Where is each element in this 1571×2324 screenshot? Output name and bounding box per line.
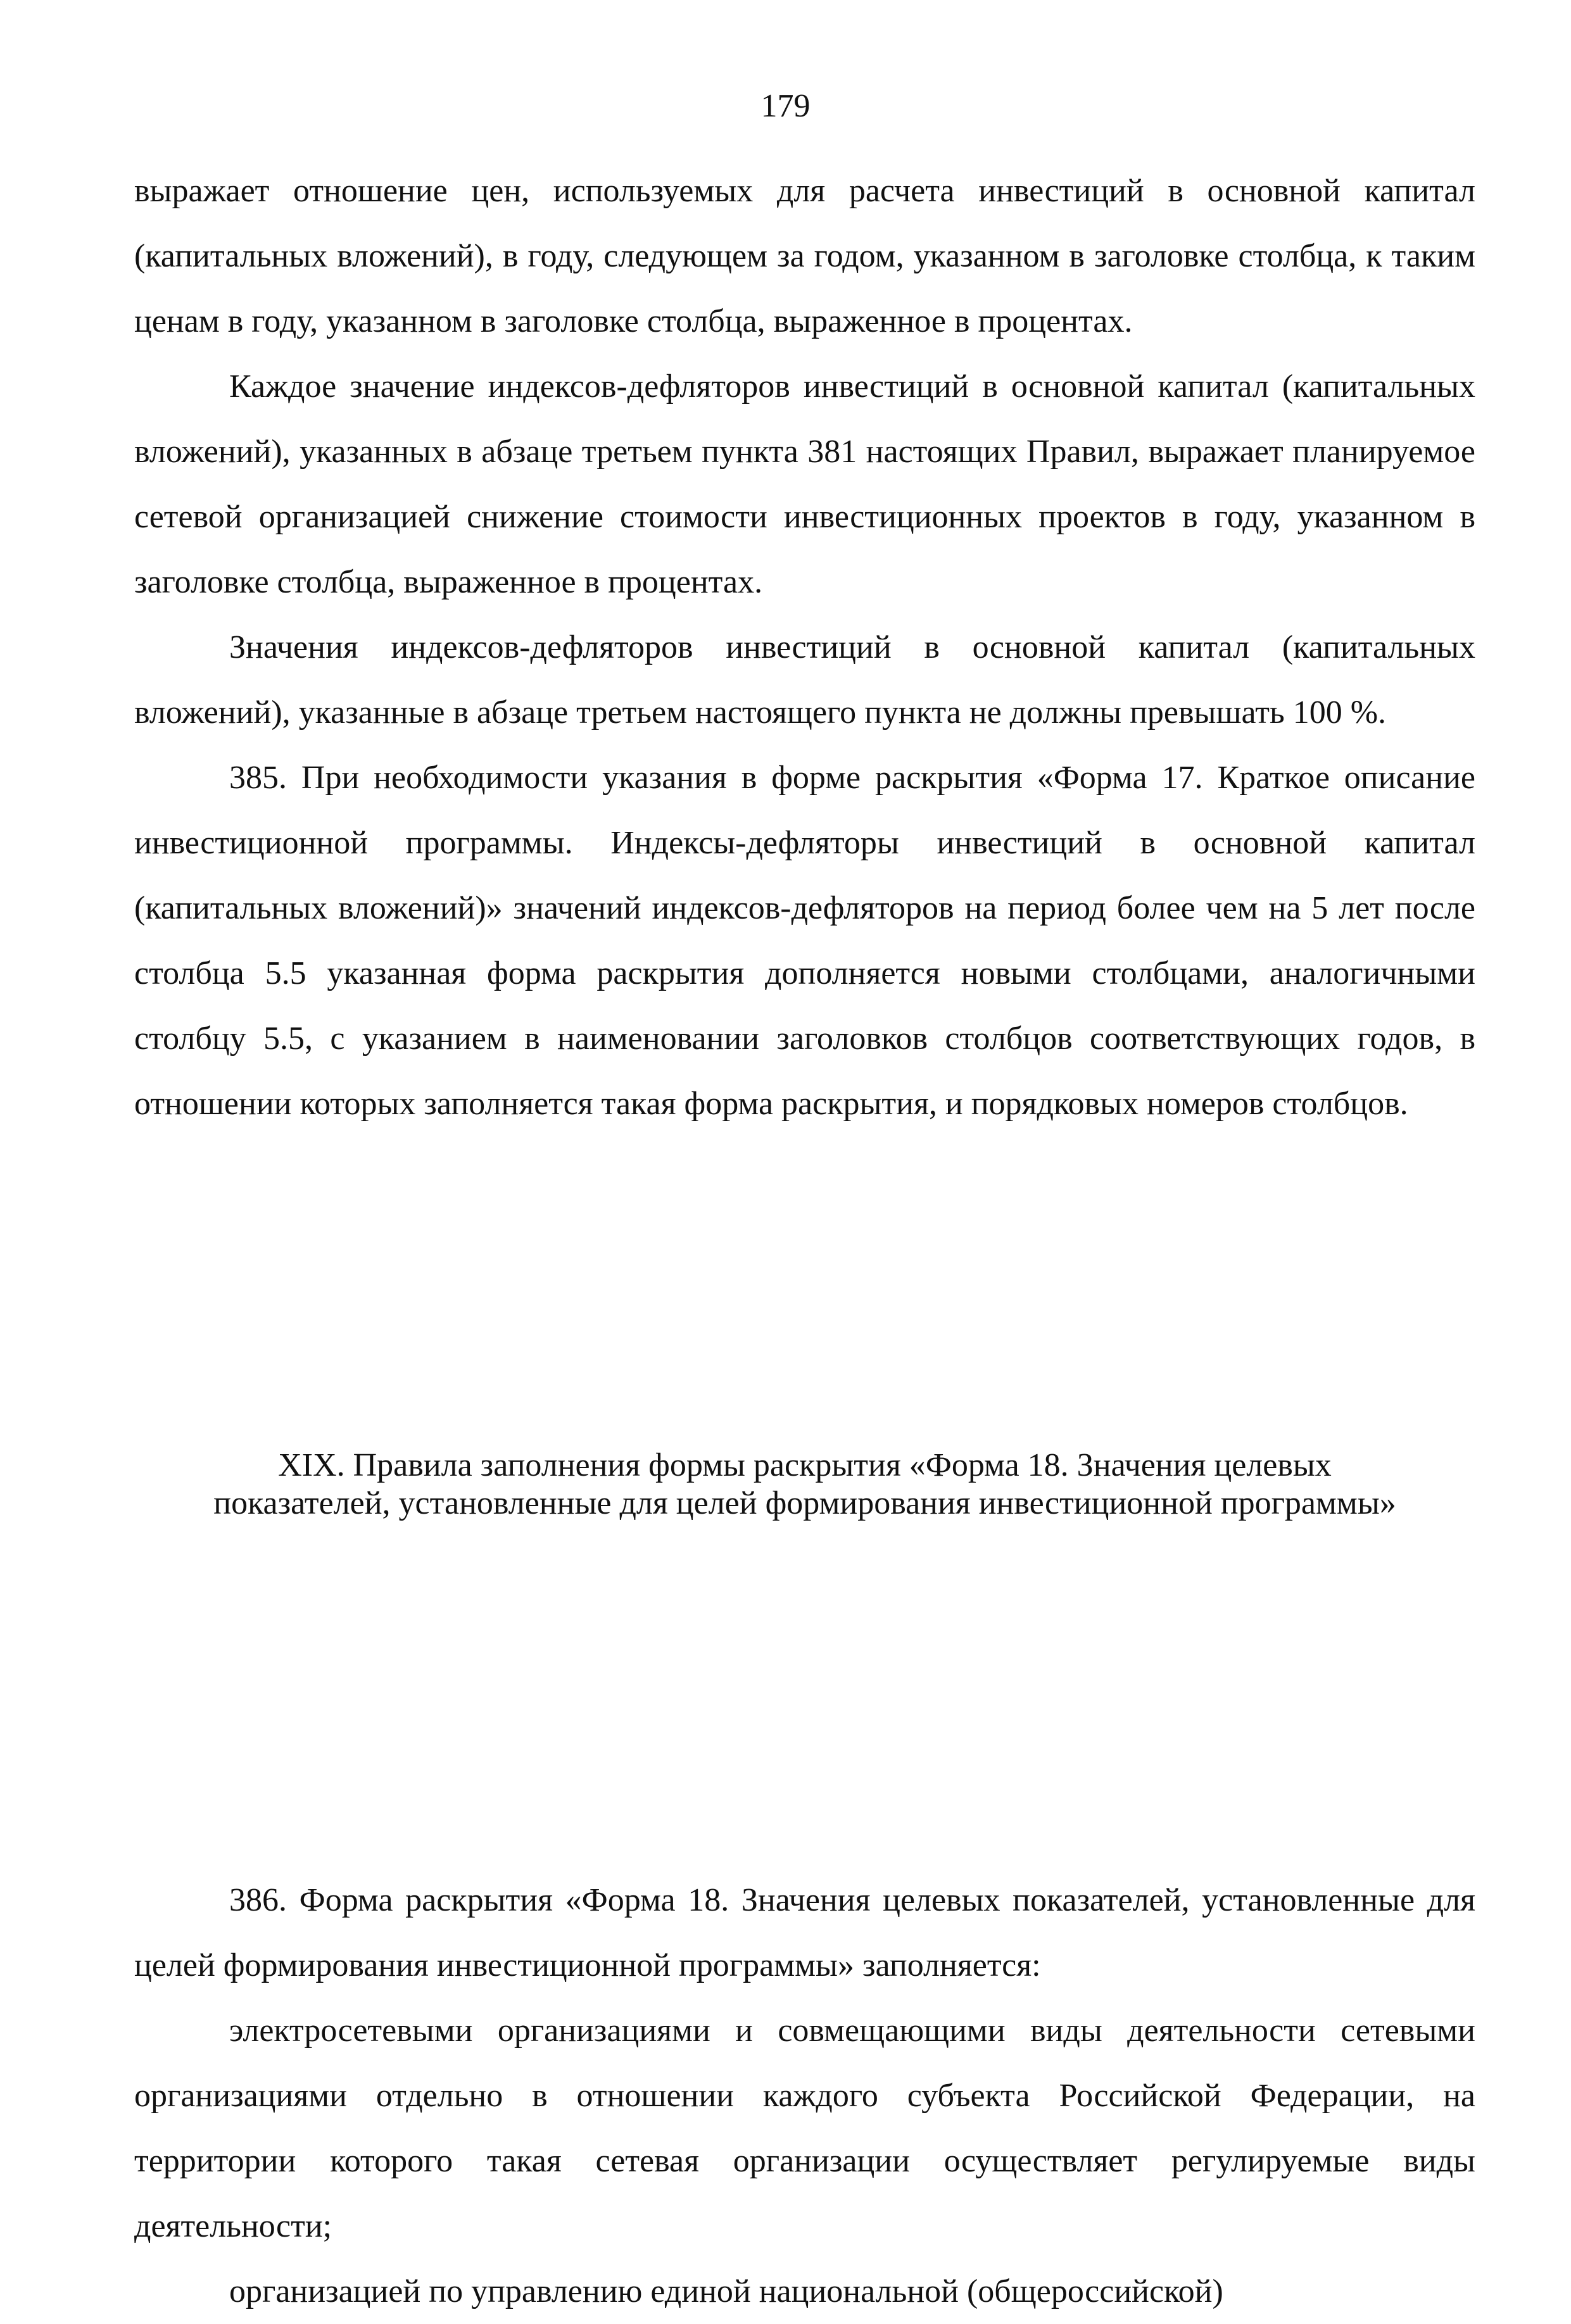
section-heading xyxy=(134,1447,1475,1523)
section-heading-line-1: XIX. Правила заполнения формы раскрытия «Форма 18. Значения целевых xyxy=(278,1447,1332,1483)
body-text-upper xyxy=(134,158,1475,1136)
body-text-lower xyxy=(134,1868,1475,2324)
paragraph-national-grid: организацией по управлению единой национальной (общероссийской) xyxy=(229,2273,1223,2309)
page-number: 179 xyxy=(760,88,811,124)
paragraph-grid-organizations: электросетевыми организациями и совмещающими виды деятельности сетевыми организациями отдельно в отношении каждого субъекта Российской Федерации, на территории которого такая сетевая организации осуществляет регулируемые виды деятельности; xyxy=(134,2013,1475,2244)
paragraph-deflator-values: Каждое значение индексов-дефляторов инвестиций в основной капитал (капитальных вложений), указанных в абзаце третьем пункта 381 настоящих Правил, выражает планируемое сетевой организацией снижение стоимости инвестиционных проектов в году, указанном в заголовке столбца, выраженное в процентах. xyxy=(134,368,1475,600)
paragraph-deflator-limit: Значения индексов-дефляторов инвестиций в основной капитал (капитальных вложений), указанные в абзаце третьем настоящего пункта не должны превышать 100 %. xyxy=(134,629,1475,731)
section-heading-line-2: показателей, установленные для целей формирования инвестиционной программы» xyxy=(213,1485,1396,1521)
paragraph-continuation: выражает отношение цен, используемых для расчета инвестиций в основной капитал (капитальных вложений), в году, следующем за годом, указанном в заголовке столбца, к таким ценам в году, указанном в заголовке столбца, выраженное в процентах. xyxy=(134,173,1475,339)
paragraph-386: 386. Форма раскрытия «Форма 18. Значения целевых показателей, установленные для целей формирования инвестиционной программы» заполняется: xyxy=(134,1882,1475,1983)
paragraph-385: 385. При необходимости указания в форме раскрытия «Форма 17. Краткое описание инвестиционной программы. Индексы-дефляторы инвестиций в основной капитал (капитальных вложений)» значений индексов-дефляторов на период более чем на 5 лет после столбца 5.5 указанная форма раскрытия дополняется новыми столбцами, аналогичными столбцу 5.5, с указанием в наименовании заголовков столбцов соответствующих годов, в отношении которых заполняется такая форма раскрытия, и порядковых номеров столбцов. xyxy=(134,760,1475,1122)
